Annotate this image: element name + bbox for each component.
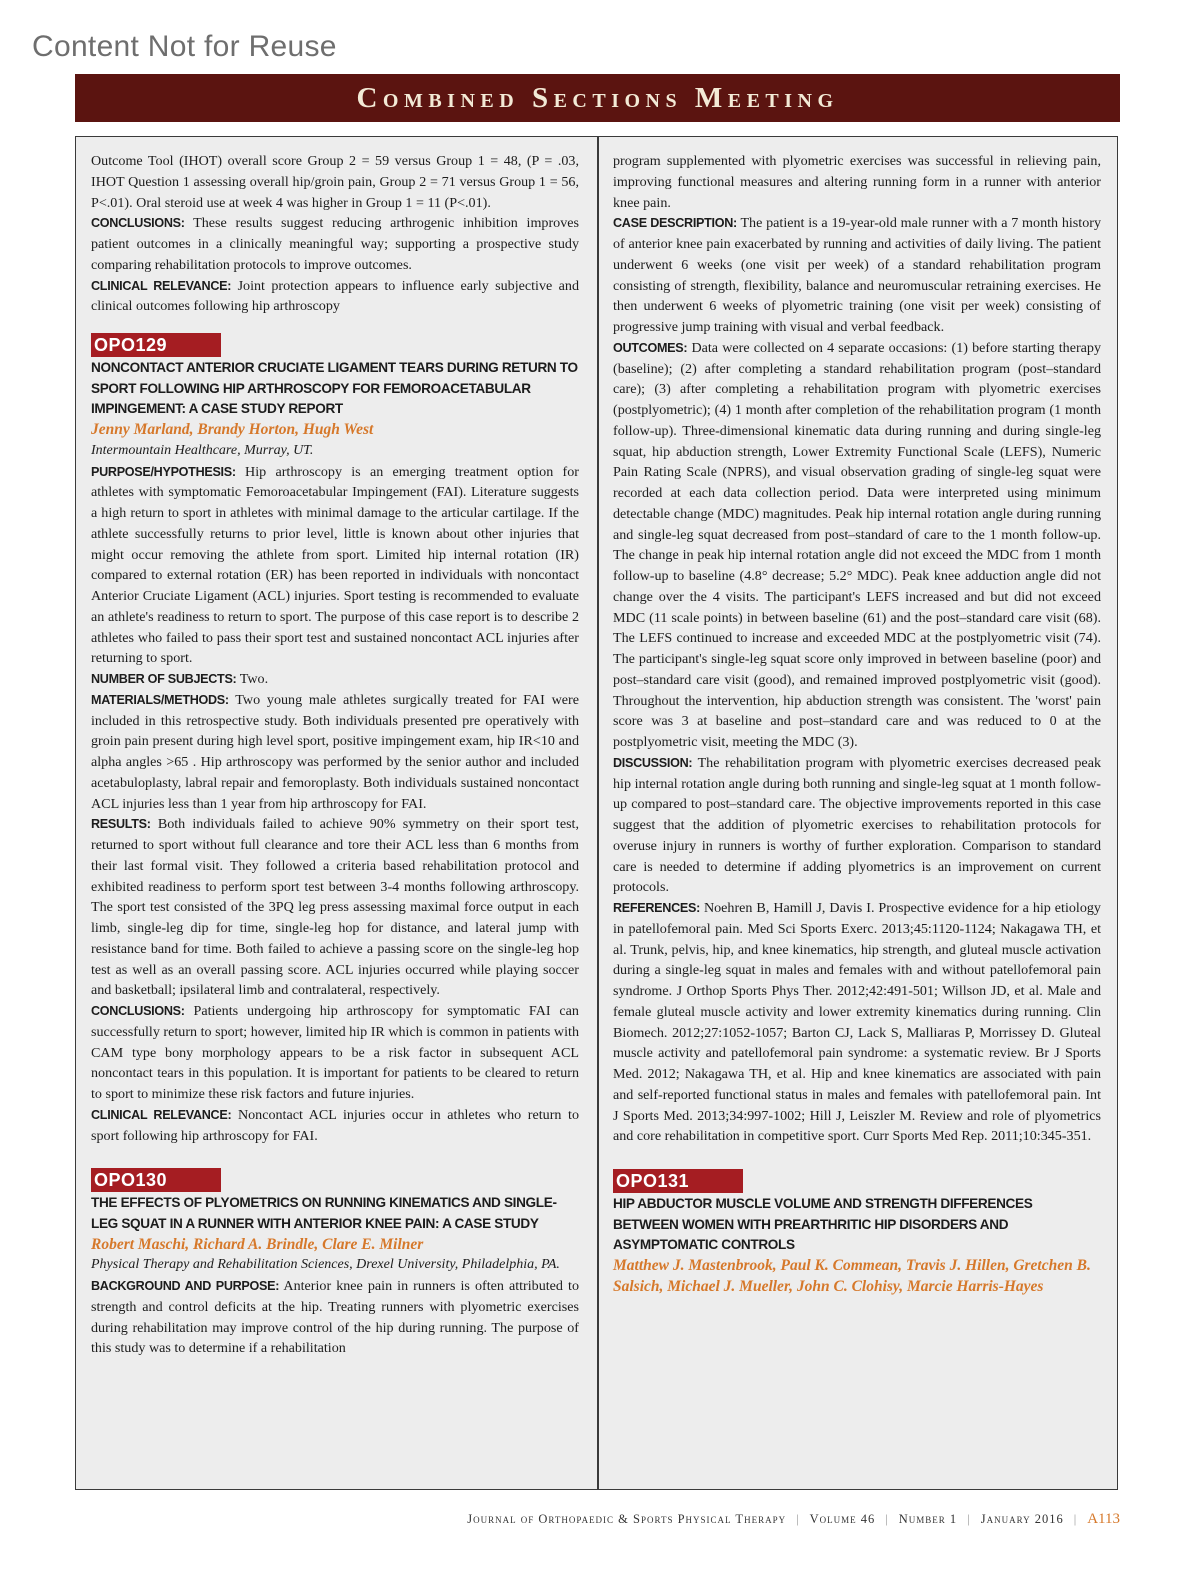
abstract-code-badge: OPO129 [91, 333, 221, 357]
page-footer [467, 1511, 1120, 1528]
footer-separator: | [796, 1512, 800, 1526]
conclusions-text: Patients undergoing hip arthroscopy for symptomatic FAI can successfully return to sport; however, limited hip IR which is common in patients with CAM type bony morphology appears to be a risk factor in subsequent ACL noncontact tears in this population. It is important for patients to be cleared to return to sport to minimize these risk factors and future injuries. [91, 1003, 579, 1102]
discussion-label: DISCUSSION: [613, 755, 693, 770]
relevance-text: Joint protection appears to influence early subjective and clinical outcomes following hip arthroscopy [91, 277, 579, 315]
spacer [91, 317, 579, 333]
results-text: Both individuals failed to achieve 90% symmetry on their sport test, returned to sport without full clearance and tore their ACL less than 6 months from their last formal visit. They followed a criteria based rehabilitation protocol and exhibited readiness to perform sport test between 3-4 months following arthroscopy. The sport test consisted of the 3PQ leg press assessing maximal force output in each limb, single-leg dip for time, single-leg hop for distance, and lateral jump with resistance band for time. Both failed to achieve a passing score on the single-leg hop test as well as an overall passing score. ACL injuries occurred while playing soccer and basketball; ipsilateral limb and contralateral, respectively. [91, 816, 579, 999]
subjects-text: Two. [239, 671, 269, 687]
outcomes-label: OUTCOMES: [613, 340, 688, 355]
case-text: The patient is a 19-year-old male runner with a 7 month history of anterior knee pain exacerbated by running and activities of daily living. The patient underwent 6 weeks (one visit per week) of a standard rehabilitation program consisting of strength, flexibility, balance and neuromuscular retraining exercises. He then underwent 6 weeks of plyometric training (one visit per week) consisting of progressive jump training with visual and verbal feedback. [613, 215, 1101, 335]
background-paragraph [91, 1276, 579, 1359]
purpose-text: Hip arthroscopy is an emerging treatment option for athletes with symptomatic Femoroacetabular Impingement (FAI). Literature suggests a high return to sport in athletes with minimal damage to the articular cartilage. If the athlete successfully returns to prior level, little is known about other injuries that might occur removing the athlete from sport. Limited hip internal rotation (IR) compared to external rotation (ER) has been reported in individuals with noncontact Anterior Cruciate Ligament (ACL) injuries. Sport testing is recommended to evaluate an athlete's readiness to return to sport. The purpose of this case report is to describe 2 athletes who failed to pass their sport test and sustained noncontact ACL injuries after returning to sport. [91, 463, 579, 667]
page-number: A113 [1087, 1511, 1120, 1527]
relevance-label: CLINICAL RELEVANCE: [91, 278, 232, 293]
footer-separator: | [885, 1512, 889, 1526]
abstract-authors: Matthew J. Mastenbrook, Paul K. Commean, Travis J. Hillen, Gretchen B. Salsich, Michael J. Mueller, John C. Clohisy, Marcie Harris-Hayes [613, 1257, 1091, 1295]
content-frame [75, 136, 1118, 1490]
relevance-label: CLINICAL RELEVANCE: [91, 1107, 232, 1122]
continuation-paragraph: program supplemented with plyometric exercises was successful in relieving pain, improving functional measures and altering running form in a runner with anterior knee pain. [613, 153, 1101, 211]
abstract-title: NONCONTACT ANTERIOR CRUCIATE LIGAMENT TEARS DURING RETURN TO SPORT FOLLOWING HIP ARTHROSCOPY FOR FEMOROACETABULAR IMPINGEMENT: A CASE STUDY REPORT [91, 359, 578, 417]
relevance-text: Noncontact ACL injuries occur in athletes who return to sport following hip arthroscopy for FAI. [91, 1106, 579, 1144]
background-text: Anterior knee pain in runners is often attributed to strength and control deficits at the hip. Treating runners with plyometric exercises during rehabilitation may improve control of the hip during running. The purpose of this study was to determine if a rehabilitation [91, 1278, 579, 1357]
conclusions-paragraph [91, 213, 579, 275]
watermark-text: Content Not for Reuse [32, 30, 337, 63]
case-label: CASE DESCRIPTION: [613, 216, 737, 231]
journal-name: Journal of Orthopaedic & Sports Physical Therapy [467, 1512, 787, 1526]
discussion-text: The rehabilitation program with plyometric exercises decreased peak hip internal rotation angle during both running and single-leg squat at 1 month follow-up compared to post–standard care. The objective improvements reported in this case suggest that the addition of plyometric exercises to rehabilitation protocols for overuse injury in runners is worthy of further exploration. Comparison to standard care is needed to determine if adding plyometrics is an improvement on current protocols. [613, 754, 1101, 896]
column-divider [597, 137, 599, 1489]
methods-label: MATERIALS/METHODS: [91, 692, 229, 707]
abstract-code-badge: OPO131 [613, 1169, 743, 1193]
purpose-label: PURPOSE/HYPOTHESIS: [91, 464, 236, 479]
references-paragraph [613, 898, 1101, 1147]
subjects-label: NUMBER OF SUBJECTS: [91, 672, 237, 686]
relevance-paragraph [91, 1105, 579, 1147]
outcomes-text: Data were collected on 4 separate occasions: (1) before starting therapy (baseline); (2) after completing a standard rehabilitation program (post–standard care); (3) after completing a rehabilitation program with plyometric exercises (postplyometric); (4) 1 month after completion of the rehabilitation program (1 month follow-up). Three-dimensional kinematic data during running and during single-leg squat, hip abduction strength, Lower Extremity Functional Scale (LEFS), Numeric Pain Rating Scale (NPRS), and visual observation grading of single-leg squat were recorded at each data collection period. Data were interpreted using minimum detectable change (MDC) magnitudes. Peak hip internal rotation angle during running and single-leg squat decreased from post–standard of care to the 1 month follow-up. The change in peak hip internal rotation angle did not exceed the MDC from 1 month follow-up to baseline (4.8° decrease; 5.2° MDC). Peak knee adduction angle did not change over the 4 visits. The participant's LEFS increased and but did not exceed MDC (11 scale points) in between baseline (61) and the post–standard care visit (68). The LEFS continued to increase and exceeded MDC at the postplyometric visit (74). The participant's single-leg squat score only improved in between baseline (poor) and post–standard care visit (good), and remained improved postplyometric visit (good). Throughout the intervention, hip abduction strength was consistent. The 'worst' pain score was 3 at baseline and post–standard care and was reduced to 0 at the postplyometric visit, meeting the MDC (3). [613, 339, 1101, 750]
purpose-paragraph [91, 462, 579, 670]
intro-paragraph: Outcome Tool (IHOT) overall score Group 2 = 59 versus Group 1 = 48, (P = .03, IHOT Question 1 assessing overall hip/groin pain, Group 2 = 71 versus Group 1 = 56, P<.01). Oral steroid use at week 4 was higher in Group 1 = 11 (P<.01). [91, 153, 579, 211]
abstract-authors: Jenny Marland, Brandy Horton, Hugh West [91, 421, 374, 438]
abstract-authors: Robert Maschi, Richard A. Brindle, Clare E. Milner [91, 1235, 424, 1253]
methods-text: Two young male athletes surgically treated for FAI were included in this retrospective study. Both individuals presented pre operatively with groin pain present during high level sport, positive impingement exam, hip IR<10 and alpha angles >65 . Hip arthroscopy was performed by the senior author and included acetabuloplasty, labral repair and femoroplasty. Both individuals sustained noncontact ACL injuries less than 1 year from hip arthroscopy for FAI. [91, 691, 579, 812]
issue-number: Number 1 [898, 1512, 958, 1526]
discussion-paragraph [613, 753, 1101, 898]
references-label: REFERENCES: [613, 901, 700, 915]
conclusions-text: These results suggest reducing arthrogenic inhibition improves patient outcomes in a clinically meaningful way; supporting a prospective study comparing rehabilitation protocols to improve outcomes. [91, 215, 579, 273]
issue-date: January 2016 [980, 1512, 1064, 1526]
right-column [613, 151, 1101, 1298]
volume: Volume 46 [809, 1512, 876, 1526]
footer-separator: | [1073, 1512, 1078, 1526]
spacer [613, 1147, 1101, 1169]
abstract-code-badge: OPO130 [91, 1168, 221, 1192]
abstract-affiliation: Intermountain Healthcare, Murray, UT. [91, 442, 314, 458]
section-banner [75, 74, 1120, 122]
case-paragraph [613, 213, 1101, 338]
abstract-title: HIP ABDUCTOR MUSCLE VOLUME AND STRENGTH DIFFERENCES BETWEEN WOMEN WITH PREARTHRITIC HIP DISORDERS AND ASYMPTOMATIC CONTROLS [613, 1195, 1033, 1253]
relevance-paragraph [91, 276, 579, 318]
abstract-affiliation: Physical Therapy and Rehabilitation Sciences, Drexel University, Philadelphia, PA. [91, 1257, 560, 1273]
references-text: Noehren B, Hamill J, Davis I. Prospective evidence for a hip etiology in patellofemoral pain. Med Sci Sports Exerc. 2013;45:1120-1124; Nakagawa TH, et al. Trunk, pelvis, hip, and knee kinematics, hip strength, and gluteal muscle activation during a single-leg squat in males and females with and without patellofemoral pain syndrome. J Orthop Sports Phys Ther. 2012;42:491-501; Willson JD, et al. Male and female gluteal muscle activity and lower extremity kinematics during running. Clin Biomech. 2012;27:1052-1057; Barton CJ, Lack S, Malliaras P, Morrissey D. Gluteal muscle activity and patellofemoral pain syndrome: a systematic review. Br J Sports Med. 2012; Nakagawa TH, et al. Hip and knee kinematics are associated with pain and self-reported functional status in males and females with patellofemoral pain. Int J Sports Med. 2013;34:997-1002; Hill J, Leiszler M. Review and role of plyometrics and core rehabilitation in competitive sport. Curr Sports Med Rep. 2011;10:345-351. [613, 900, 1101, 1145]
footer-separator: | [967, 1512, 971, 1526]
left-column [91, 151, 579, 1359]
subjects-paragraph [91, 669, 579, 690]
results-paragraph [91, 814, 579, 1001]
conclusions-label: CONCLUSIONS: [91, 216, 185, 231]
outcomes-paragraph [613, 338, 1101, 753]
conclusions-label: CONCLUSIONS: [91, 1004, 185, 1018]
results-label: RESULTS: [91, 817, 151, 832]
conclusions-paragraph [91, 1001, 579, 1105]
spacer [91, 1146, 579, 1168]
banner-title: Combined Sections Meeting [356, 81, 839, 114]
methods-paragraph [91, 690, 579, 815]
abstract-title: THE EFFECTS OF PLYOMETRICS ON RUNNING KINEMATICS AND SINGLE-LEG SQUAT IN A RUNNER WITH ANTERIOR KNEE PAIN: A CASE STUDY [91, 1195, 557, 1231]
background-label: BACKGROUND AND PURPOSE: [91, 1279, 280, 1293]
